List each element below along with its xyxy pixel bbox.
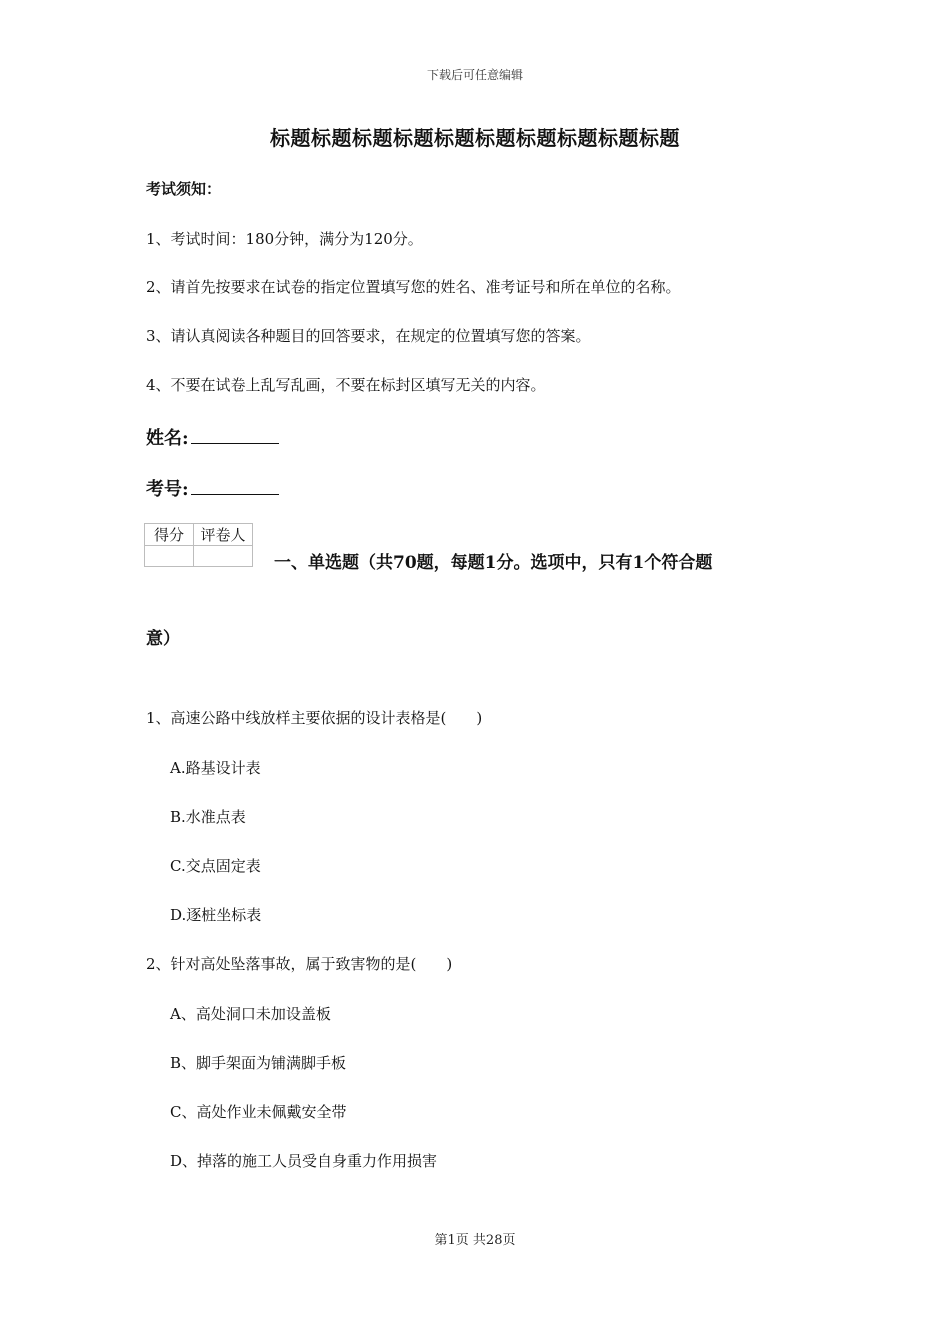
question-1-option-d: D.逐桩坐标表	[170, 906, 262, 924]
grader-header: 评卷人	[194, 524, 253, 546]
question-1-option-c: C.交点固定表	[170, 857, 261, 875]
instruction-item: 4、不要在试卷上乱写乱画，不要在标封区填写无关的内容。	[146, 376, 546, 394]
section-title: 一、单选题（共70题，每题1分。选项中，只有1个符合题	[274, 553, 713, 573]
exam-number-label: 考号:	[146, 479, 189, 500]
name-label: 姓名:	[146, 428, 189, 449]
page-footer: 第1页 共28页	[434, 1233, 516, 1248]
section-title-continued: 意）	[146, 629, 180, 649]
instruction-item: 3、请认真阅读各种题目的回答要求，在规定的位置填写您的答案。	[146, 327, 591, 345]
document-title: 标题标题标题标题标题标题标题标题标题标题	[270, 126, 680, 150]
question-2-option-b: B、脚手架面为铺满脚手板	[170, 1054, 347, 1072]
question-2-option-a: A、高处洞口未加设盖板	[170, 1005, 331, 1023]
question-1-option-a: A.路基设计表	[170, 759, 261, 777]
name-blank[interactable]	[191, 427, 279, 444]
exam-number-blank[interactable]	[191, 478, 279, 495]
header-note: 下载后可任意编辑	[426, 68, 523, 82]
question-2-option-c: C、高处作业未佩戴安全带	[170, 1103, 347, 1121]
grader-cell[interactable]	[194, 546, 253, 567]
score-cell[interactable]	[145, 546, 194, 567]
exam-number-field	[146, 475, 279, 501]
instruction-item: 2、请首先按要求在试卷的指定位置填写您的姓名、准考证号和所在单位的名称。	[146, 278, 681, 296]
score-table	[144, 523, 253, 567]
question-1-option-b: B.水准点表	[170, 808, 246, 826]
question-1: 1、高速公路中线放样主要依据的设计表格是( )	[146, 709, 483, 727]
question-2-option-d: D、掉落的施工人员受自身重力作用损害	[170, 1152, 438, 1170]
question-2: 2、针对高处坠落事故，属于致害物的是( )	[146, 955, 453, 973]
instructions-heading: 考试须知：	[146, 180, 222, 198]
instruction-item: 1、考试时间：180分钟，满分为120分。	[146, 230, 423, 248]
name-field	[146, 424, 279, 450]
score-header: 得分	[145, 524, 194, 546]
